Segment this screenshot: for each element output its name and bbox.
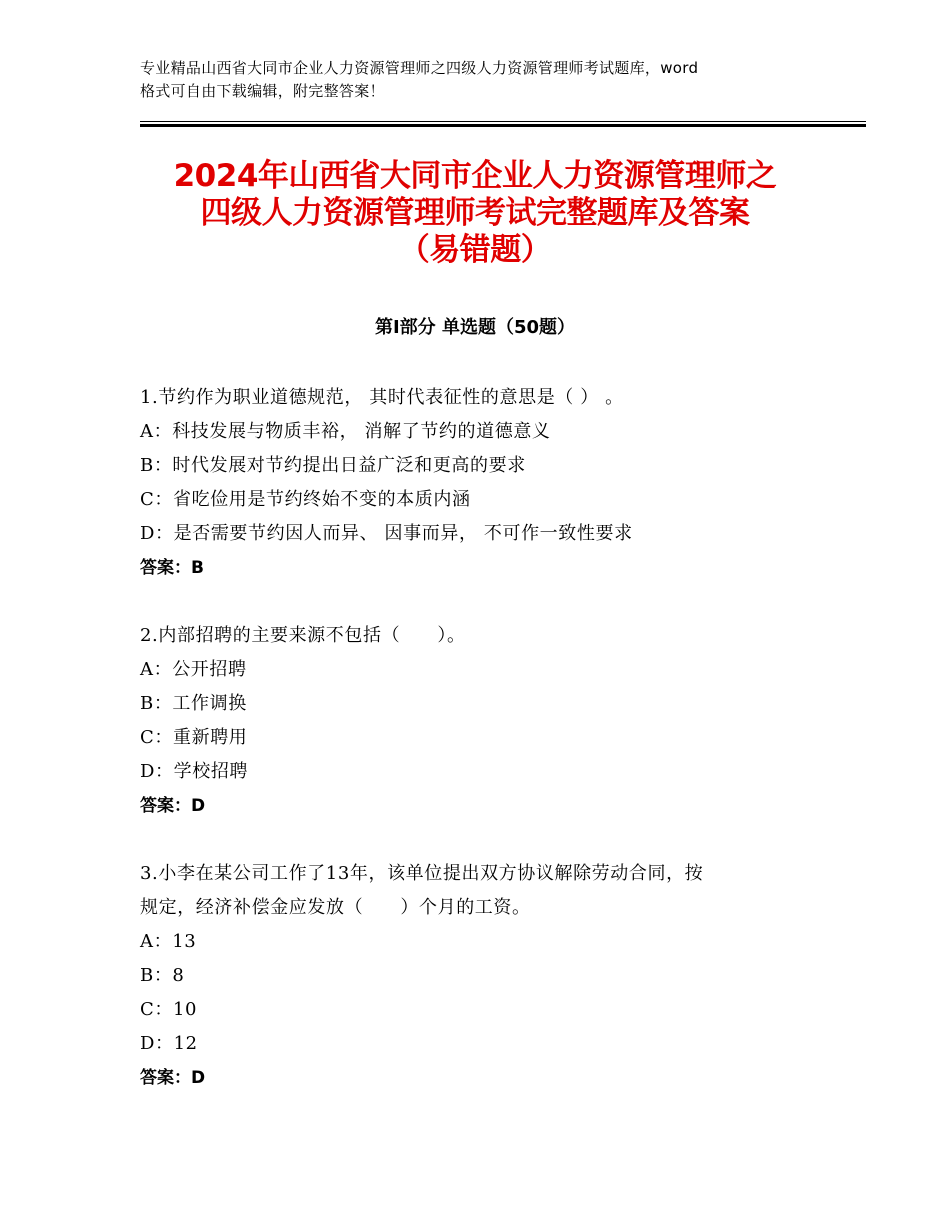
option-a: A：13 — [140, 931, 197, 952]
question-1 — [140, 381, 840, 585]
question-stem-line-2: 规定，经济补偿金应发放（ ）个月的工资。 — [140, 897, 531, 918]
option-d: D：学校招聘 — [140, 761, 249, 782]
question-stem-line-1: 3.小李在某公司工作了13年，该单位提出双方协议解除劳动合同，按 — [140, 863, 704, 884]
header-divider-thin — [140, 121, 866, 122]
answer-line: 答案：D — [140, 796, 206, 816]
section-title: 第Ⅰ部分 单选题（50题） — [374, 317, 575, 338]
option-a: A：公开招聘 — [140, 659, 247, 680]
header-divider-thick — [140, 124, 866, 127]
document-title — [95, 158, 855, 269]
option-d: D：12 — [140, 1033, 198, 1054]
option-c: C：10 — [140, 999, 198, 1020]
answer-line: 答案：D — [140, 1068, 206, 1088]
question-stem: 1.节约作为职业道德规范， 其时代表征性的意思是（ ） 。 — [140, 387, 624, 408]
header-note — [140, 57, 820, 103]
option-b: B：工作调换 — [140, 693, 247, 714]
document-title-line-3: （易错题） — [398, 232, 552, 268]
question-list — [140, 381, 840, 1129]
question-2 — [140, 619, 840, 823]
option-d: D：是否需要节约因人而异、 因事而异， 不可作一致性要求 — [140, 523, 633, 544]
document-title-line-1: 2024年山西省大同市企业人力资源管理师之 — [173, 158, 777, 194]
option-c: C：重新聘用 — [140, 727, 248, 748]
question-3 — [140, 857, 840, 1095]
option-b: B：8 — [140, 965, 185, 986]
document-title-line-2: 四级人力资源管理师考试完整题库及答案 — [200, 195, 750, 231]
answer-line: 答案：B — [140, 558, 204, 578]
header-note-line-2: 格式可自由下载编辑，附完整答案！ — [140, 82, 385, 100]
header-note-line-1: 专业精品山西省大同市企业人力资源管理师之四级人力资源管理师考试题库，word — [140, 59, 699, 77]
question-stem: 2.内部招聘的主要来源不包括（ ）。 — [140, 625, 466, 646]
option-a: A：科技发展与物质丰裕， 消解了节约的道德意义 — [140, 421, 551, 442]
option-c: C：省吃俭用是节约终始不变的本质内涵 — [140, 489, 471, 510]
option-b: B：时代发展对节约提出日益广泛和更高的要求 — [140, 455, 526, 476]
